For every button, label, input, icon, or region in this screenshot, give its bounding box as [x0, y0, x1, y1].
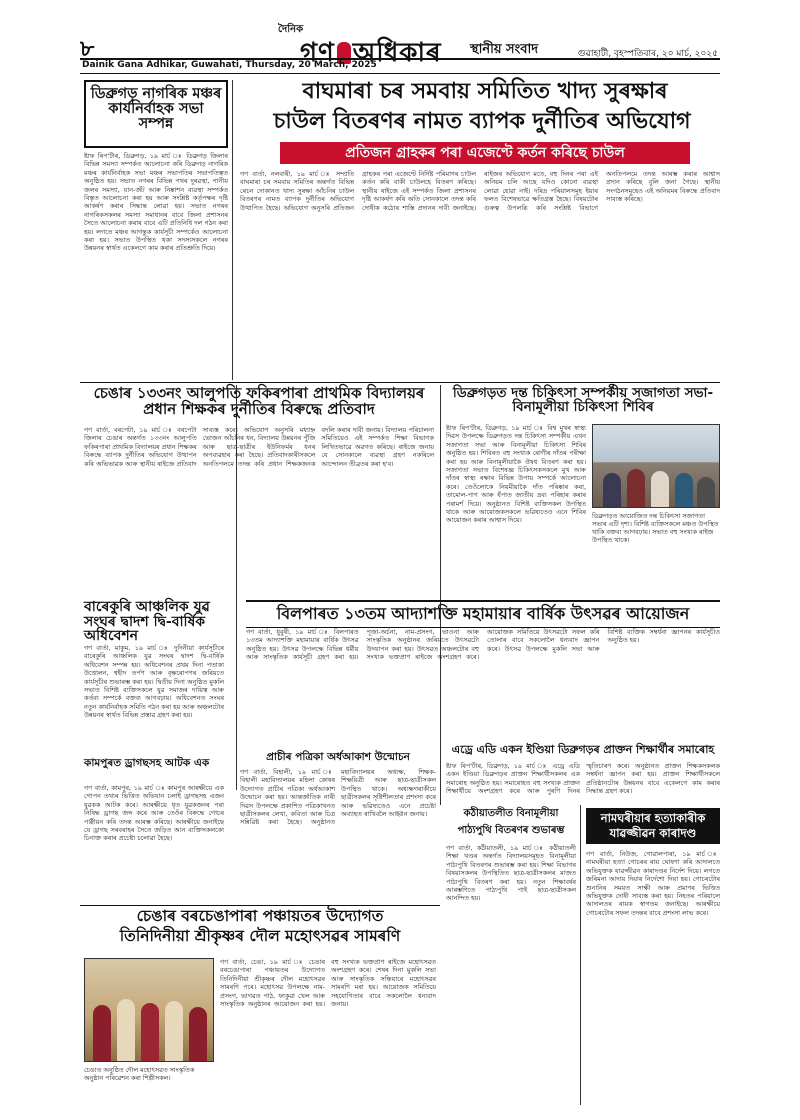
headline-citizens-forum: ডিব্ৰুগড় নাগৰিক মঞ্চৰ কাৰ্যনিৰ্বাহক সভা সম্পন্ন — [84, 80, 228, 148]
dental-camp-caption: ডিব্ৰুগড়ত আয়োজিত দন্ত চিকিৎসা সজাগতা সভাৰ এটি দৃশ্য। বিশিষ্ট ব্যক্তিসকলে মঞ্চত উপস্থিত থাকি বক্তব্য আগবঢ়ায়। সভাত বহু সংখ্যক ৰাইজ উপস্থিত থাকে। — [592, 512, 719, 544]
article-body-adre-alumni: ষ্টাফ ৰিপ'ৰ্টাৰ, ডিব্ৰুগড়, ১৯ মাৰ্চ ঃ এড্ৰে এডি একন ইণ্ডিয়া ডিব্ৰুগড়ৰ প্ৰাক্তন শিক্ষাৰ্থীসকলৰ এক সমাৰোহ অনুষ্ঠিত হয়। সমাৰোহত বহু সংখ্যক প্ৰাক্তন শিক্ষাৰ্থীয়ে অংশগ্ৰহণ কৰে আৰু পুৰণি দিনৰ স্মৃতিচাৰণ কৰে। অনুষ্ঠানত প্ৰাক্তন শিক্ষকসকলক সম্বৰ্ধনা জ্ঞাপন কৰা হয়। প্ৰাক্তন শিক্ষাৰ্থীসকলে প্ৰতিষ্ঠানটোৰ উন্নয়নৰ বাবে একেলগে কাম কৰাৰ সিদ্ধান্ত গ্ৰহণ কৰে। — [446, 762, 720, 796]
page-number: ৮ — [80, 36, 95, 62]
dancer-figure-icon — [141, 1003, 159, 1061]
headline-headmaster-protest: চেঙাৰ ১৩৩নং আলুপতি ফকিৰপাৰা প্ৰাথমিক বিদ্যালয়ৰ প্ৰধান শিক্ষকৰ দুৰ্নীতিৰ বিৰুদ্ধে প্ৰতিবাদ — [93, 384, 425, 418]
dol-festival-photo — [84, 958, 214, 1062]
headline-murder-verdict: নামঘৰীয়াৰ হত্যাকাৰীক যাৱজ্জীৱন কাৰাদণ্ড — [586, 808, 720, 844]
daily-label: দৈনিক — [278, 24, 304, 35]
person-figure-icon — [627, 469, 645, 507]
person-figure-icon — [697, 477, 715, 507]
person-figure-icon — [675, 473, 693, 507]
brand-left: গণ — [300, 38, 335, 68]
article-body-rice-scam: গণ বাৰ্তা, নলবাৰী, ১৯ মাৰ্চ ঃ সম্প্ৰতি বাঘমাৰা চৰ সমবায় সমিতিৰ অন্তৰ্গত বিভিন্ন ৰেচন দোকানত খাদ্য সুৰক্ষা আঁচনিৰ চাউল বিতৰণৰ নামত ব্যাপক দুৰ্নীতিৰ অভিযোগ উত্থাপিত হৈছে। অভিযোগ অনুসৰি প্ৰতিজন গ্ৰাহকৰ পৰা এজেণ্টে নিৰ্দিষ্ট পৰিমাণৰ চাউল কৰ্তন কৰি বাকী চাউলহে বিতৰণ কৰিছে। স্থানীয় ৰাইজে এই সম্পৰ্কত জিলা প্ৰশাসনৰ দৃষ্টি আকৰ্ষণ কৰি অতি সোনকালে তদন্ত কৰি দোষীক কঠোৰ শাস্তি প্ৰদানৰ দাবী জনাইছে। ৰাইজৰ অভিযোগ মতে, বহু দিনৰ পৰা এই অনিয়ম চলি আছে যদিও কোনো ব্যৱস্থা লোৱা হোৱা নাই। দৰিদ্ৰ পৰিয়ালসমূহ ইয়াৰ ফলত বিশেষভাৱে ক্ষতিগ্ৰস্ত হৈছে। বিষয়টোৰ গুৰুত্ব উপলব্ধি কৰি সংশ্লিষ্ট বিভাগে অনতিপলমে তদন্ত আৰম্ভ কৰাৰ আশ্বাস প্ৰদান কৰিছে বুলি জনা গৈছে। স্থানীয় সংগঠনসমূহেও এই অনিয়মৰ বিৰুদ্ধে প্ৰতিবাদ সাব্যস্ত কৰিছে। — [240, 170, 720, 212]
article-body-dol-festival: গণ বাৰ্তা, চেঙা, ১৯ মাৰ্চ ঃ চেঙাৰ বৰচেঙাপাৰা পঞ্চায়তৰ উদ্যোগত তিনিদিনীয়া শ্ৰীকৃষ্ণৰ দৌল মহোৎসৱৰ সামৰণি পৰে। মহোৎসৱ উপলক্ষে নাম-প্ৰসংগ, ভাগৱত পাঠ, ফাকুৱা খেল আৰু সাংস্কৃতিক অনুষ্ঠানৰ আয়োজন কৰা হয়। বহু সংখ্যক ভক্তপ্ৰাণ ৰাইজে মহোৎসৱত অংশগ্ৰহণ কৰে। শেষৰ দিনা মুকলি সভা আৰু সাংস্কৃতিক সন্ধিয়াৰে মহোৎসৱৰ সামৰণি মৰা হয়। আয়োজক সমিতিয়ে সহযোগিতাৰ বাবে সকলোলৈ ধন্যবাদ জনায়। — [220, 958, 436, 1009]
headline-kamrup: কামপুৰত ড্ৰাগছসহ আটক এক — [84, 757, 210, 769]
person-figure-icon — [651, 471, 669, 507]
article-body-barekuri-youth: গণ বাৰ্তা, মাকুম, ১৯ মাৰ্চ ঃ দুদিনীয়া কাৰ্যসূচীৰে বাৰেকুৰি আঞ্চলিক যুৱ সংঘৰ দ্বাদশ দ্বি-বাৰ্ষিক অধিবেশন সম্পন্ন হয়। অধিবেশনৰ প্ৰথম দিনা পতাকা উত্তোলন, শ্বহীদ তৰ্পণ আৰু বৃক্ষৰোপণৰ জৰিয়তে কাৰ্যসূচীৰ শুভাৰম্ভ কৰা হয়। দ্বিতীয় দিনা অনুষ্ঠিত মুকলি সভাত বিশিষ্ট ব্যক্তিসকলে যুৱ সমাজৰ দায়িত্ব আৰু কৰ্তব্য সম্পৰ্কে বক্তব্য আগবঢ়ায়। অধিবেশনত সংঘৰ নতুন কাৰ্যনিৰ্বাহক সমিতি গঠন কৰা হয় আৰু অঞ্চলটোৰ উন্নয়নৰ স্বাৰ্থত বিভিন্ন প্ৰস্তাৱ গ্ৰহণ কৰা হয়। — [84, 644, 224, 720]
headline-rice-scam-1: বাঘমাৰা চৰ সমবায় সমিতিত খাদ্য সুৰক্ষাৰ — [302, 78, 668, 104]
headline-textbook-distribution: কঠীয়াতলীত বিনামূলীয়া পাঠ্যপুথি বিতৰণৰ শুভাৰম্ভ — [457, 808, 565, 836]
headline-bilpar-festival: বিলপাৰত ১৩তম আদ্যাশক্তি মহামায়াৰ বাৰ্ষিক উৎসৱৰ আয়োজন — [246, 600, 720, 628]
date-line: গুৱাহাটী, বৃহস্পতিবাৰ, ২০ মাৰ্চ, ২০২৫ — [577, 49, 718, 59]
dancer-figure-icon — [165, 1001, 183, 1061]
headline-barekuri-youth: বাৰেকুৰি আঞ্চলিক যুৱ সংঘৰ দ্বাদশ দ্বি-বাৰ্ষিক অধিবেশন — [84, 599, 210, 645]
dancer-figure-icon — [117, 999, 135, 1061]
section-title: স্থানীয় সংবাদ — [470, 42, 539, 57]
brand-right: অধিকাৰ — [352, 38, 442, 68]
dancer-figure-icon — [189, 1007, 207, 1061]
article-body-citizens-forum: ষ্টাফ ৰিপ'ৰ্টাৰ, ডিব্ৰুগড়, ১৯ মাৰ্চ ঃ ডিব্ৰুগড় জিলাৰ বিভিন্ন সমস্যা সম্পৰ্কত আলোচনা কৰি ডিব্ৰুগড় নাগৰিক মঞ্চৰ কাৰ্যনিৰ্বাহক সভা মঞ্চৰ সভাপতিৰ সভাপতিত্বত অনুষ্ঠিত হয়। সভাত নগৰৰ বিভিন্ন পথৰ দুৰৱস্থা, পানীয় জলৰ সমস্যা, যান-জঁট আৰু নিষ্কাশন ব্যৱস্থা সম্পৰ্কত বিস্তৃত আলোচনা কৰা হয় আৰু সংশ্লিষ্ট কৰ্তৃপক্ষৰ দৃষ্টি আকৰ্ষণ কৰাৰ সিদ্ধান্ত লোৱা হয়। সভাত নগৰৰ নাগৰিকসকলৰ সমস্যা সমাধানৰ বাবে জিলা প্ৰশাসনৰ সৈতে আলোচনা কৰাৰ বাবে এটি প্ৰতিনিধি দল গঠন কৰা হয়। লগতে মঞ্চৰ আগন্তুক কাৰ্যসূচী সম্পৰ্কেও আলোচনা কৰা হয়। সভাত উপস্থিত থকা সদস্যসকলে নগৰৰ উন্নয়নৰ স্বাৰ্থত একেলগে কাম কৰাৰ প্ৰতিশ্ৰুতি দিয়ে। — [84, 152, 228, 253]
person-figure-icon — [603, 473, 621, 507]
article-body-magazine-launch: গণ বাৰ্তা, বিহালী, ১৯ মাৰ্চ ঃ বিহালী মহাবিদ্যালয়ৰ মহিলা কোষৰ উদ্যোগত প্ৰাচীৰ পত্ৰিকা অৰ্ধআকাশ উন্মোচন কৰা হয়। আন্তৰ্জাতিক নাৰী দিৱস উপলক্ষে প্ৰকাশিত পত্ৰিকাখনত ছাত্ৰীসকলৰ লেখা, কবিতা আৰু চিত্ৰ সন্নিৱিষ্ট কৰা হৈছে। অনুষ্ঠানত মহাবিদ্যালয়ৰ অধ্যক্ষ, শিক্ষক-শিক্ষয়িত্ৰী আৰু ছাত্ৰ-ছাত্ৰীসকল উপস্থিত থাকে। অধ্যক্ষগৰাকীয়ে ছাত্ৰীসকলৰ সৃষ্টিশীলতাৰ প্ৰশংসা কৰে আৰু ভৱিষ্যতেও এনে প্ৰচেষ্টা অব্যাহত ৰাখিবলৈ আহ্বান জনায়। — [240, 768, 436, 827]
dancer-figure-icon — [93, 1005, 111, 1061]
headline-dol-festival-1: চেঙাৰ বৰচেঙাপাৰা পঞ্চায়তৰ উদ্যোগত — [136, 906, 384, 925]
column-divider — [440, 385, 441, 805]
dol-festival-caption: চেঙাত অনুষ্ঠিত দৌল মহোৎসৱত সাংস্কৃতিক অনুষ্ঠান পৰিৱেশন কৰা শিল্পীসকল। — [84, 1066, 195, 1082]
article-body-murder-verdict: গণ বাৰ্তা, নিউজ, গোৱালপাৰা, ১৯ মাৰ্চ ঃ নামঘৰীয়া হত্যা গোচৰৰ ৰায় ঘোষণা কৰি আদালতে অভিযুক্তক যাৱজ্জীৱন কাৰাদণ্ডৰ নিৰ্দেশ দিয়ে। লগতে জৰিমনা আদায় দিয়াৰ নিৰ্দেশো দিয়া হয়। গোচৰটোৰ শুনানিৰ সময়ত সাক্ষী আৰু প্ৰমাণৰ ভিত্তিত অভিযুক্তক দোষী সাব্যস্ত কৰা হয়। নিহতৰ পৰিয়ালে আদালতৰ ৰায়ক স্বাগতম জনাইছে। আৰক্ষীয়ে গোচৰটোৰ সফল তদন্তৰ বাবে প্ৰশংসা লাভ কৰে। — [586, 850, 720, 917]
article-body-dental-camp: ষ্টাফ ৰিপ'ৰ্টাৰ, ডিব্ৰুগড়, ১৯ মাৰ্চ ঃ বিশ্ব মুখৰ স্বাস্থ্য দিৱস উপলক্ষে ডিব্ৰুগড়ত দন্ত চিকিৎসা সম্পৰ্কীয় এখন সজাগতা সভা আৰু বিনামূলীয়া চিকিৎসা শিবিৰ অনুষ্ঠিত হয়। শিবিৰত বহু সংখ্যক ৰোগীৰ দাঁতৰ পৰীক্ষা কৰা হয় আৰু বিনামূলীয়াকৈ ঔষধ বিতৰণ কৰা হয়। সজাগতা সভাত বিশেষজ্ঞ চিকিৎসকসকলে মুখ আৰু দাঁতৰ স্বাস্থ্য ৰক্ষাৰ বিভিন্ন উপায় সম্পৰ্কে আলোচনা কৰে। তেওঁলোকে নিয়মীয়াকৈ দাঁত পৰিষ্কাৰ কৰা, তামোল-পাণ আৰু ধঁপাত জাতীয় দ্ৰব্য পৰিহাৰ কৰাৰ পৰামৰ্শ দিয়ে। অনুষ্ঠানত বিশিষ্ট ব্যক্তিসকল উপস্থিত থাকে আৰু আয়োজকসকলে ভৱিষ্যতেও এনে শিবিৰ আয়োজন কৰাৰ আশ্বাস দিয়ে। — [446, 424, 586, 525]
publication-line: Dainik Gana Adhikar, Guwahati, Thursday, 20 March, 2025 — [82, 60, 377, 70]
section-rule — [80, 382, 720, 383]
column-divider — [580, 805, 581, 1105]
headline-dol-festival-2: তিনিদিনীয়া শ্ৰীকৃষ্ণৰ দৌল মহোৎসৱৰ সামৰণি — [119, 926, 401, 945]
article-body-bilpar-festival: গণ বাৰ্তা, ধুবুৰী, ১৯ মাৰ্চ ঃ বিলপাৰত ১৩তম আদ্যাশক্তি মহামায়াৰ বাৰ্ষিক উৎসৱ অনুষ্ঠিত হয়। উৎসৱ উপলক্ষে বিভিন্ন ধৰ্মীয় আৰু সাংস্কৃতিক কাৰ্যসূচী গ্ৰহণ কৰা হয়। পূজা-অৰ্চনা, নাম-প্ৰসংগ, ভাওনা আৰু সাংস্কৃতিক অনুষ্ঠানৰ জৰিয়তে উৎসৱটো উদযাপন কৰা হয়। উৎসৱত অঞ্চলটোৰ বহু সংখ্যক ভক্তপ্ৰাণ ৰাইজে অংশগ্ৰহণ কৰে। আয়োজক সমিতিয়ে উৎসৱটো সফল কৰি তোলাৰ বাবে সকলোলৈ ধন্যবাদ জ্ঞাপন কৰে। উৎসৱ উপলক্ষে মুকলি সভা আৰু বিশিষ্ট ব্যক্তিক সম্বৰ্ধনা জ্ঞাপনৰ কাৰ্যসূচীও অনুষ্ঠিত হয়। — [246, 628, 720, 662]
subheadline-rice-scam: প্ৰতিজন গ্ৰাহকৰ পৰা এজেণ্টে কৰ্তন কৰিছে চাউল — [280, 142, 690, 164]
article-body-textbook-distribution: গণ বাৰ্তা, কঠীয়াতলী, ১৯ মাৰ্চ ঃ কঠীয়াতলী শিক্ষা খণ্ডৰ অন্তৰ্গত বিদ্যালয়সমূহত বিনামূলীয়া পাঠ্যপুথি বিতৰণৰ শুভাৰম্ভ কৰা হয়। শিক্ষা বিভাগৰ বিষয়াসকলৰ উপস্থিতিত ছাত্ৰ-ছাত্ৰীসকলৰ মাজত পাঠ্যপুথি বিতৰণ কৰা হয়। নতুন শিক্ষাবৰ্ষৰ আৰম্ভণিতে পাঠ্যপুথি পাই ছাত্ৰ-ছাত্ৰীসকল আনন্দিত হয়। — [446, 844, 576, 903]
headline-dental-camp: ডিব্ৰুগড়ত দন্ত চিকিৎসা সম্পৰ্কীয় সজাগতা সভা-বিনামূলীয়া চিকিৎসা শিবিৰ — [452, 385, 714, 416]
headline-rice-scam-2: চাউল বিতৰণৰ নামত ব্যাপক দুৰ্নীতিৰ অভিযোগ — [273, 108, 691, 134]
headline-adre-alumni: এড্ৰে এডি একন ইণ্ডিয়া ডিব্ৰুগড়ৰ প্ৰাক্তন শিক্ষাৰ্থীৰ সমাৰোহ — [451, 743, 715, 756]
article-body-kamrup: গণ বাৰ্তা, কামপুৰ, ১৯ মাৰ্চ ঃ কামপুৰ আৰক্ষীয়ে এক গোপন তথ্যৰ ভিত্তিত অভিযান চলাই ড্ৰাগছসহ এজন যুৱকক আটক কৰে। আৰক্ষীয়ে ধৃত যুৱকজনৰ পৰা নিষিদ্ধ ড্ৰাগছ জব্দ কৰে আৰু তেওঁৰ বিৰুদ্ধে গোচৰ পঞ্জীয়ন কৰি তদন্ত আৰম্ভ কৰিছে। আৰক্ষীয়ে জনাইছে যে ড্ৰাগছ সৰবৰাহৰ সৈতে জড়িত আন ব্যক্তিসকলকো চিনাক্ত কৰাৰ প্ৰচেষ্টা চলোৱা হৈছে। — [84, 784, 224, 843]
headline-magazine-launch: প্ৰাচীৰ পত্ৰিকা অৰ্ধআকাশ উন্মোচন — [266, 751, 410, 763]
column-divider — [232, 80, 233, 380]
article-body-headmaster-protest: গণ বাৰ্তা, বৰপেটা, ১৯ মাৰ্চ ঃ বৰপেটা জিলাৰ চেঙাৰ অন্তৰ্গত ১৩৩নং আলুপতি ফকিৰপাৰা প্ৰাথমিক বিদ্যালয়ৰ প্ৰধান শিক্ষকৰ বিৰুদ্ধে ব্যাপক দুৰ্নীতিৰ অভিযোগ উত্থাপন কৰি অভিভাৱক আৰু স্থানীয় ৰাইজে প্ৰতিবাদ সাব্যস্ত কৰে। অভিযোগ অনুসৰি মধ্যাহ্ন ভোজন আঁচনিৰ ধন, বিদ্যালয় উন্নয়নৰ পুঁজি আৰু ছাত্ৰ-ছাত্ৰীৰ ইউনিফৰ্মৰ ধনৰ অপব্যৱহাৰ কৰা হৈছে। প্ৰতিবাদকাৰীসকলে অনতিপলমে তদন্ত কৰি প্ৰধান শিক্ষকজনক বদলি কৰাৰ দাবী জনায়। বিদ্যালয় পৰিচালনা সমিতিয়েও এই সম্পৰ্কত শিক্ষা বিভাগক লিখিতভাৱে অৱগত কৰিছে। ৰাইজে জনায় যে সোনকালে ব্যৱস্থা গ্ৰহণ নকৰিলে আন্দোলন তীব্ৰতৰ কৰা হ'ব। — [84, 426, 434, 468]
dental-camp-photo — [592, 424, 720, 508]
